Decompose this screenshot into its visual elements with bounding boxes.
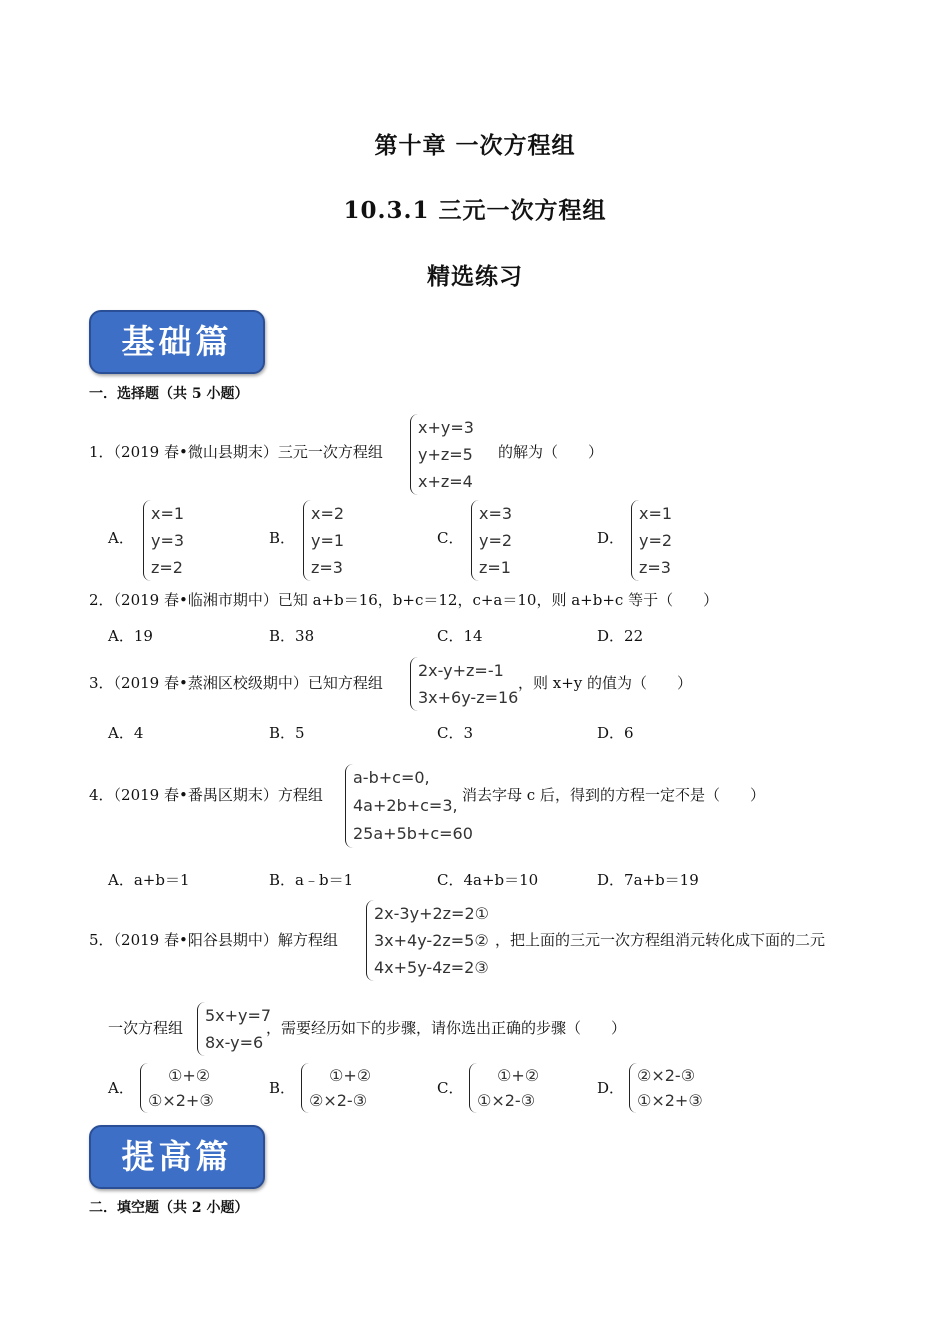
q2-option-a: A．19 (108, 627, 153, 645)
q5-sys2-eq2: 8x-y=6 (205, 1033, 264, 1052)
q5-c-step2: ①×2-③ (477, 1091, 536, 1110)
q3-stem-before: 3．（2019 春•蒸湘区校级期中）已知方程组 (89, 674, 383, 692)
q5-b-step1: ①+② (329, 1066, 372, 1085)
q5-stem-before: 5．（2019 春•阳谷县期中）解方程组 (89, 931, 338, 949)
q5-a-step1: ①+② (168, 1066, 211, 1085)
page-subtitle: 精选练习 (427, 263, 523, 290)
q5-d-step1: ②×2-③ (637, 1066, 696, 1085)
q1-option-a-label: A． (108, 529, 134, 547)
q5-eq2: 3x+4y-2z=5② (374, 931, 489, 950)
q1-c-eq2: y=2 (479, 531, 513, 550)
q4-system (345, 764, 473, 848)
q1-a-eq1: x=1 (151, 504, 185, 523)
q2-option-b: B．38 (269, 627, 315, 645)
q5-eq1: 2x-3y+2z=2① (374, 904, 489, 923)
basic-banner: 基础篇 (89, 310, 265, 374)
q3-option-d: D．6 (597, 724, 634, 742)
section-title: 10.3.1 三元一次方程组 (343, 197, 607, 224)
q3-option-c: C．3 (437, 724, 474, 742)
q1-option-d-system (631, 500, 672, 581)
q1-a-eq3: z=2 (151, 558, 183, 577)
q1-option-d-label: D． (597, 529, 625, 547)
q4-option-c: C．4a+b＝10 (437, 871, 539, 889)
q4-option-b: B．a﹣b＝1 (269, 871, 354, 889)
part1-heading: 一．选择题（共 5 小题） (89, 386, 249, 402)
q3-option-a: A．4 (108, 724, 144, 742)
q1-eq1: x+y=3 (418, 418, 474, 437)
q4-eq2: 4a+2b+c=3, (353, 796, 458, 815)
q1-stem-before: 1．（2019 春•微山县期末）三元一次方程组 (89, 443, 383, 461)
advanced-banner: 提高篇 (89, 1125, 265, 1189)
q1-c-eq1: x=3 (479, 504, 513, 523)
q4-option-a: A．a+b＝1 (108, 871, 190, 889)
q5-option-a-system (140, 1063, 214, 1113)
q5-option-b-label: B． (269, 1079, 296, 1097)
q1-b-eq2: y=1 (311, 531, 345, 550)
q5-option-b-system (301, 1063, 371, 1113)
q4-stem-before: 4．（2019 春•番禺区期末）方程组 (89, 786, 323, 804)
q5-c-step1: ①+② (497, 1066, 540, 1085)
q1-c-eq3: z=1 (479, 558, 511, 577)
q1-option-c-system (471, 500, 512, 581)
q5-eq3: 4x+5y-4z=2③ (374, 958, 489, 977)
q2-stem: 2．（2019 春•临湘市期中）已知 a+b＝16，b+c＝12，c+a＝10，则 a+b+c 等于（ ） (89, 591, 719, 609)
q4-option-d: D．7a+b＝19 (597, 871, 699, 889)
q1-stem-after: 的解为（ ） (498, 443, 604, 461)
q5-system2 (197, 1002, 271, 1056)
q1-b-eq3: z=3 (311, 558, 343, 577)
q4-eq1: a-b+c=0, (353, 768, 430, 787)
q5-stem-after: ，把上面的三元一次方程组消元转化成下面的二元 (495, 931, 826, 949)
q2-option-d: D．22 (597, 627, 644, 645)
q2-option-c: C．14 (437, 627, 483, 645)
q1-a-eq2: y=3 (151, 531, 185, 550)
q5-line2-before: 一次方程组 (108, 1019, 184, 1037)
q1-b-eq1: x=2 (311, 504, 345, 523)
q1-d-eq2: y=2 (639, 531, 673, 550)
q1-system (410, 414, 474, 495)
q3-eq2: 3x+6y-z=16 (418, 688, 519, 707)
q1-option-a-system (143, 500, 184, 581)
q1-option-c-label: C． (437, 529, 464, 547)
q3-stem-after: ，则 x+y 的值为（ ） (518, 674, 693, 692)
q5-option-d-system (629, 1063, 703, 1113)
q5-option-c-label: C． (437, 1079, 464, 1097)
q4-eq3: 25a+5b+c=60 (353, 824, 473, 843)
q5-d-step2: ①×2+③ (637, 1091, 703, 1110)
part2-heading: 二．填空题（共 2 小题） (89, 1200, 249, 1216)
q1-eq3: x+z=4 (418, 472, 473, 491)
q3-system (410, 657, 518, 711)
q1-d-eq3: z=3 (639, 558, 671, 577)
q4-stem-after: 消去字母 c 后，得到的方程一定不是（ ） (462, 786, 765, 804)
q1-option-b-system (303, 500, 344, 581)
q1-eq2: y+z=5 (418, 445, 473, 464)
q5-option-a-label: A． (108, 1079, 134, 1097)
q3-option-b: B．5 (269, 724, 305, 742)
q5-option-c-system (469, 1063, 539, 1113)
q1-d-eq1: x=1 (639, 504, 673, 523)
q5-sys2-eq1: 5x+y=7 (205, 1006, 272, 1025)
chapter-title: 第十章 一次方程组 (374, 132, 576, 159)
q1-option-b-label: B． (269, 529, 296, 547)
q5-a-step2: ①×2+③ (148, 1091, 214, 1110)
q5-line2-after: ，需要经历如下的步骤，请你选出正确的步骤（ ） (266, 1019, 627, 1037)
q5-system (366, 900, 489, 981)
q5-b-step2: ②×2-③ (309, 1091, 368, 1110)
q3-eq1: 2x-y+z=-1 (418, 661, 504, 680)
q5-option-d-label: D． (597, 1079, 625, 1097)
